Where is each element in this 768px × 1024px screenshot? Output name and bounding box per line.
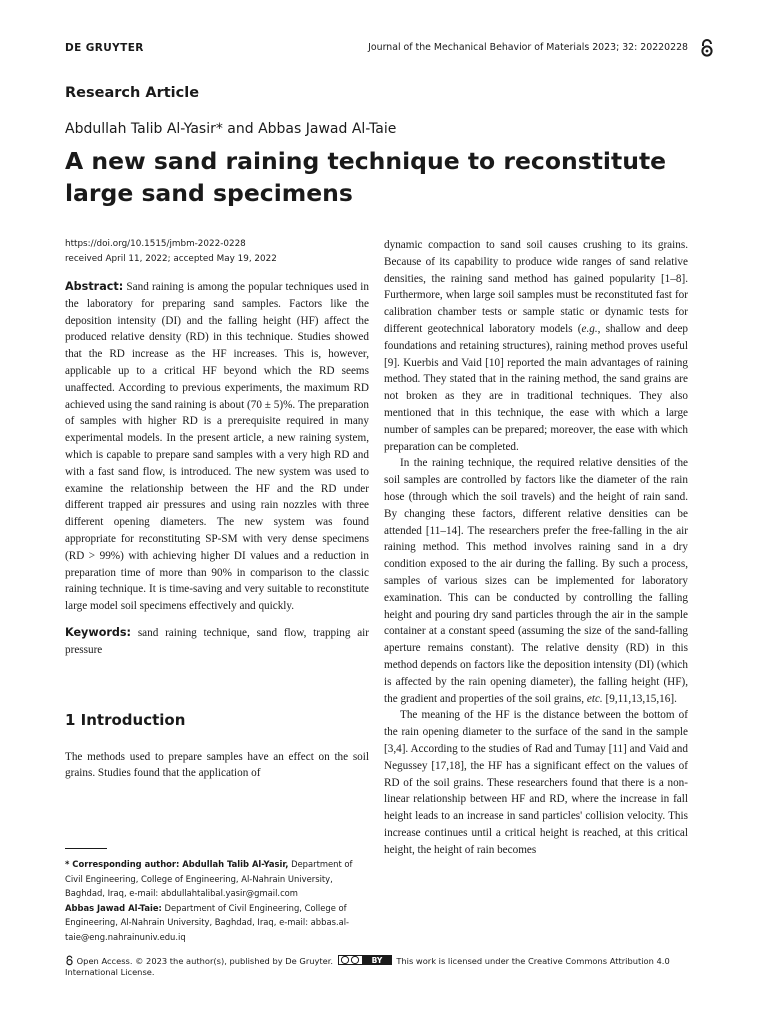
author-footnote [65, 848, 365, 945]
footnote-text: Department of Civil Engineering, College of Engineering, Al-Nahrain University, Baghdad, Iraq, e-mail: abdullahtalibal.yasir@gmail.com [65, 859, 353, 899]
open-access-icon [699, 38, 715, 58]
cc-badge-label: BY [371, 956, 383, 965]
body-paragraph-3: The meaning of the HF is the distance between the bottom of the rain opening diameter to the surface of the sand in the sample [3,4]. According to the studies of Rad and Tumay [11] and Vaid and Negussey [17,18], the HF has a significant effect on the values of RD of the soil grains. These researchers found that there is a non-linear relationship between HF and RD, where the increase in fall height leads to an increase in sand particles' collision velocity. This increase continues until a critical height is reached, at this critical height, the height of rain becomes [384, 709, 688, 856]
article-title [65, 145, 705, 209]
abstract [65, 279, 369, 615]
article-dates: received April 11, 2022; accepted May 19, 2022 [65, 254, 277, 264]
body-text: In the raining technique, the required relative densities of the soil samples are controlled by factors like the diameter of the rain hose (through which the soil travels) and the height of rain sand. By changing these factors, different relative densities can be attended [11–14]. The researchers prefer the free-falling in the air raining method. This method involves raining sand in a dry condition exposed to the air during the falling. By such a process, samples of various sizes can be implemented for laboratory examination. This can be conducted by controlling the falling height and pouring dry sand particles through the air in the sample container at a constant speed (assuming the size of the sand-falling aperture remains constant). The relative density (RD) in this method depends on factors like the deposition intensity (DI) (which is affected by the rain opening diameter), the falling height (HF), the gradient and properties of the soil grains, [384, 457, 688, 705]
abstract-label: Abstract: [65, 280, 124, 293]
footnote-label: * Corresponding author: Abdullah Talib Al-Yasir, [65, 859, 289, 869]
title-line-1: A new sand raining technique to reconstitute [65, 147, 667, 175]
intro-paragraph: The methods used to prepare samples have an effect on the soil grains. Studies found that the application of [65, 750, 369, 780]
open-access-statement: Open Access. © 2023 the author(s), published by De Gruyter. [76, 956, 334, 966]
author-list: Abdullah Talib Al-Yasir* and Abbas Jawad Al-Taie [65, 121, 397, 137]
footnote-rule [65, 848, 107, 849]
keywords [65, 625, 369, 659]
left-column [65, 237, 369, 782]
section-heading-introduction: 1 Introduction [65, 710, 186, 729]
right-column [384, 237, 688, 858]
license-statement: This work is licensed under the Creative Commons Attribution 4.0 International License. [65, 956, 670, 977]
doi-link[interactable]: https://doi.org/10.1515/jmbm-2022-0228 [65, 239, 246, 249]
open-access-icon [65, 955, 74, 966]
abstract-text: Sand raining is among the popular techniques used in the laboratory for preparing sand samples. Factors like the deposition intensity (DI) and the falling height (HF) affect the produced relative density (RD) in this technique. Studies showed that the RD increase as the HF increases. This is, however, applicable up to a critical HF beyond which the RD seems unaffected. According to previous experiments, the maximum RD achieved using the sand raining is about (70 ± 5)%. The preparation of samples with higher RD is a prerequisite required in many experimental models. In the present article, a new raining system, which is capable to prepare sand samples with a very high RD and with a fast sand flow, is introduced. The new system was used to examine the relationship between the HF and the RD under different trapped air pressures and using rain nozzles with three different opening diameters. The new system was found appropriate for reconstituting SP-SM with very dense specimens (RD > 99%) with achieving higher DI values and a reduction in preparation time of more than 90% in comparison to the classic raining technique. It is time-saving and very suitable to reconstitute large model soil specimens effectively and quickly. [65, 281, 369, 613]
journal-citation: Journal of the Mechanical Behavior of Materials 2023; 32: 20220228 [368, 42, 688, 53]
cc-by-badge-icon[interactable] [338, 955, 392, 965]
body-paragraph-2 [384, 455, 688, 707]
article-metadata [65, 237, 369, 267]
article-type: Research Article [65, 85, 200, 101]
publisher-name: DE GRUYTER [65, 42, 144, 54]
footnote-text: Department of Civil Engineering, College of Engineering, Al-Nahrain University, Baghdad, Iraq, e-mail: abbas.al-taie@eng.nahrainuniv.edu.iq [65, 902, 350, 942]
title-line-2: large sand specimens [65, 179, 353, 207]
license-line [65, 955, 705, 978]
body-text: dynamic compaction to sand soil causes crushing to its grains. Because of its capability to produce wide ranges of sand relative densities, the raining sand method has gained popularity [1–8]. Furthermore, when large soil samples must be reconstituted fast for calibration chamber tests or sample static or dynamic tests for different geotechnical laboratory models ( [384, 239, 688, 335]
keywords-label: Keywords: [65, 625, 132, 639]
body-text-italic: e.g. [581, 322, 598, 335]
body-text-italic: etc. [586, 692, 603, 705]
body-text: , shallow and deep foundations and retaining structures), raining method proves useful [9]. Kuerbis and Vaid [10] reported the main advantages of raining method. They stated that in the raining method, the sand grains are not broken as they are in traditional techniques. They also mentioned that in this technique, the ease with which a large number of samples can be prepared; moreover, the ease with which preparation can be completed. [384, 322, 689, 453]
body-paragraph-1 [384, 237, 688, 455]
second-author-note [65, 901, 365, 945]
corresponding-author-note [65, 857, 365, 901]
footnote-label: Abbas Jawad Al-Taie: [65, 902, 162, 913]
keywords-text: sand raining technique, sand flow, trapping air pressure [65, 626, 369, 656]
body-text: [9,11,13,15,16]. [602, 692, 677, 705]
